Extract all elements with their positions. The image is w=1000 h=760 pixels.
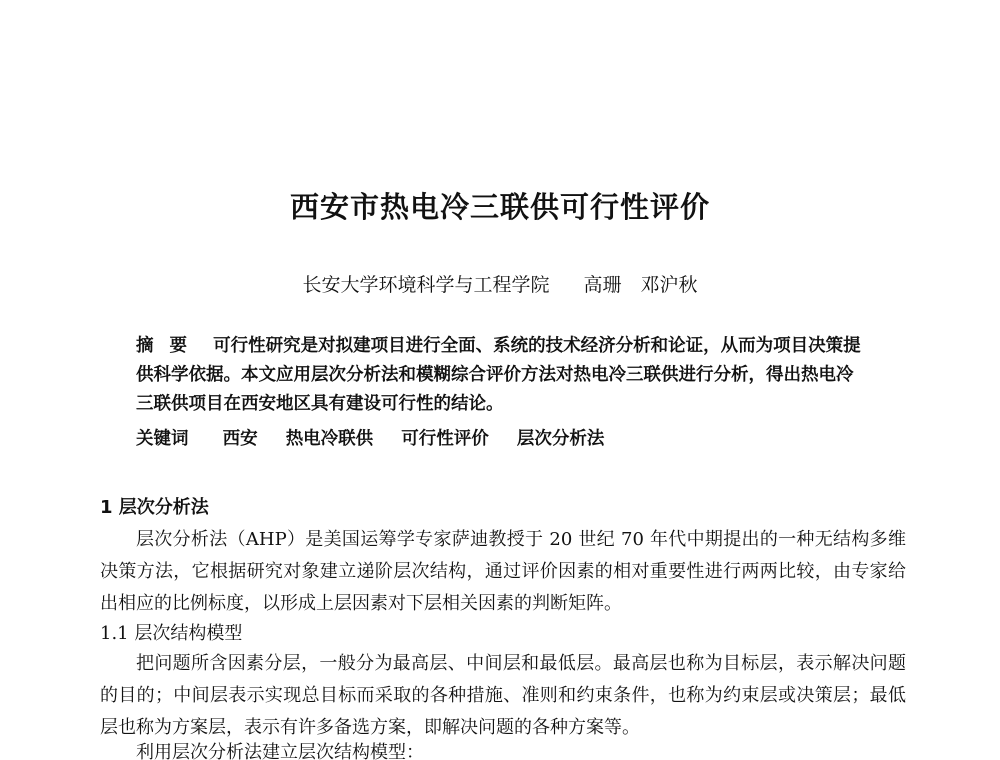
keyword-item: 层次分析法 <box>516 429 605 449</box>
paper-title: 西安市热电冷三联供可行性评价 <box>289 190 710 224</box>
abstract-text: 可行性研究是对拟建项目进行全面、系统的技术经济分析和论证，从而为项目决策提供科学依据。本文应用层次分析法和模糊综合评价方法对热电冷三联供进行分析，得出热电冷三联供项目在西安地区具有建设可行性的结论。 <box>136 336 861 414</box>
abstract <box>136 332 866 419</box>
affiliation: 长安大学环境科学与工程学院 <box>302 274 550 296</box>
keyword-item: 热电冷联供 <box>285 429 374 449</box>
section-heading: 1 层次分析法 <box>100 497 209 518</box>
subsection-heading: 1.1 层次结构模型 <box>100 623 243 644</box>
section-paragraph: 层次分析法（AHP）是美国运筹学专家萨迪教授于 20 世纪 70 年代中期提出的一种无结构多维决策方法，它根据研究对象建立递阶层次结构，通过评价因素的相对重要性进行两两比较，由专家给出相应的比例标度，以形成上层因素对下层相关因素的判断矩阵。 <box>100 529 906 614</box>
keywords-label: 关键词 <box>136 429 189 449</box>
keyword-item: 可行性评价 <box>401 429 489 449</box>
abstract-label: 摘要 <box>136 336 203 356</box>
author-line <box>0 270 1000 297</box>
author-names: 高珊 邓沪秋 <box>583 274 698 296</box>
subsection-paragraph: 把问题所含因素分层，一般分为最高层、中间层和最低层。最高层也称为目标层，表示解决问题的目的；中间层表示实现总目标而采取的各种措施、准则和约束条件，也称为约束层或决策层；最低层也称为方案层，表示有许多备选方案，即解决问题的各种方案等。 <box>100 653 906 738</box>
subsection-next-line: 利用层次分析法建立层次结构模型： <box>136 742 424 760</box>
keyword-item: 西安 <box>222 429 258 449</box>
keywords <box>136 425 866 454</box>
